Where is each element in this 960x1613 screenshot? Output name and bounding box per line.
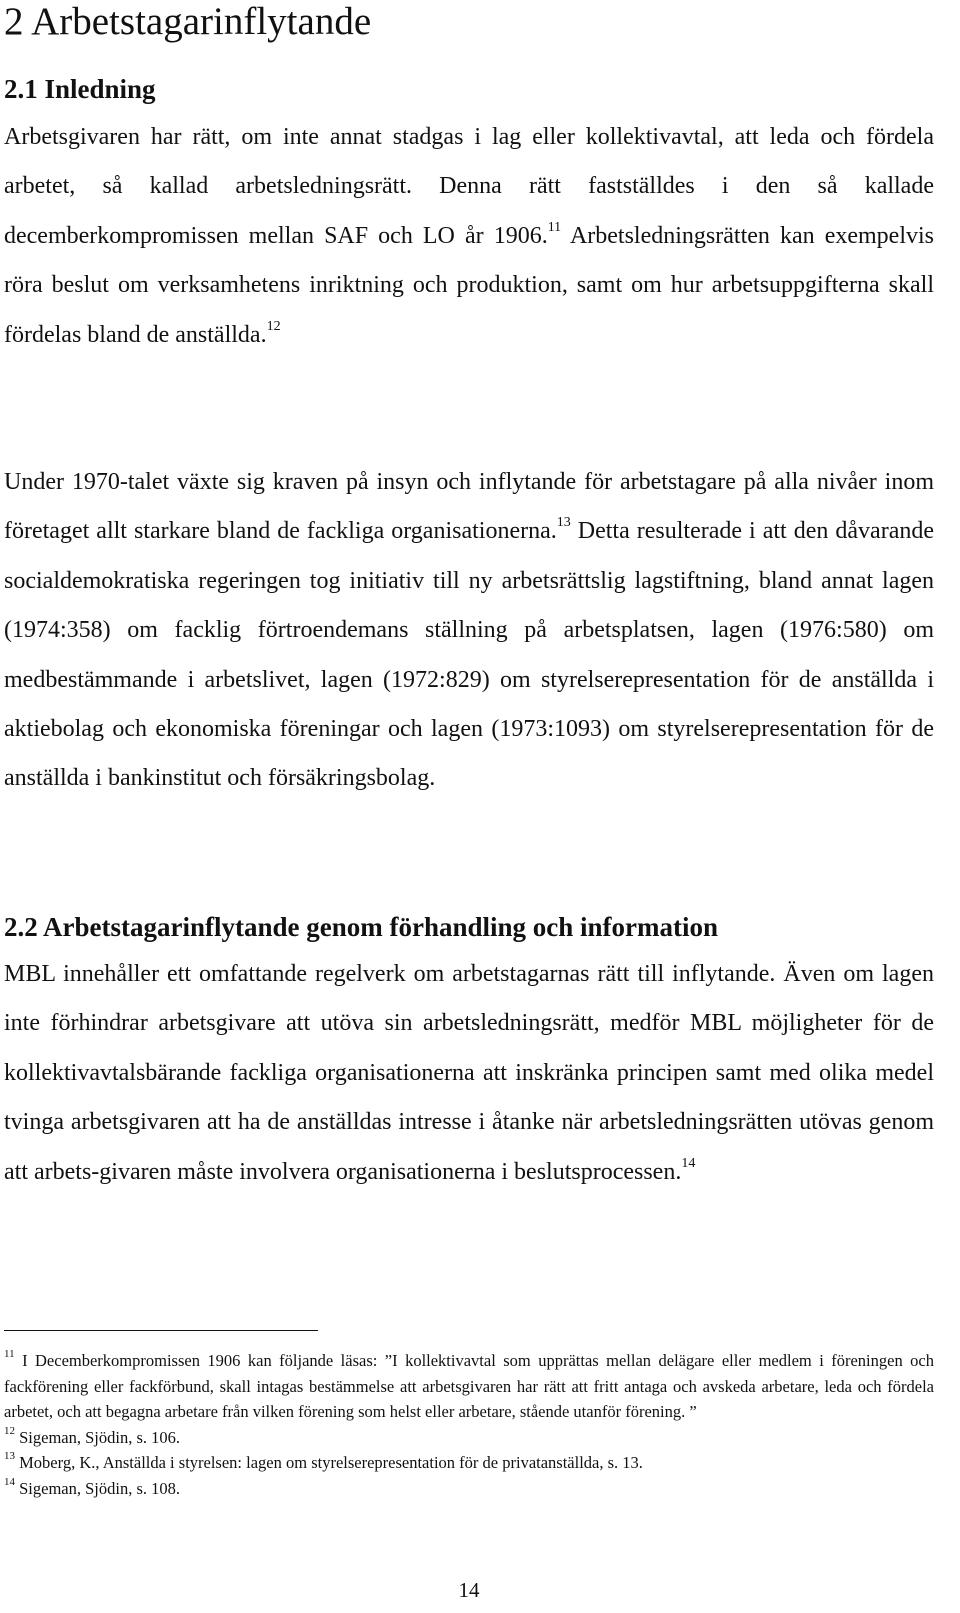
footnote-12 xyxy=(4,1425,934,1451)
footnote-ref-14[interactable]: 14 xyxy=(681,1155,696,1171)
footnote-text: I Decemberkompromissen 1906 kan följande läsas: ”I kollektivavtal som upprättas mellan delägare eller medlem i föreningen och fackförening eller fackförbund, skall intagas bestämmelse att arbetsgivaren har rätt att fritt antaga och avskeda arbetare, leda och fördela arbetet, och att begagna arbetare från vilken förening som helst eller arbetare, stående utanför förening. ” xyxy=(4,1351,934,1422)
footnote-separator xyxy=(4,1330,318,1331)
paragraph-text: Detta resulterade i att den dåvarande socialdemokratiska regeringen tog initiativ till ny arbetsrättslig lagstiftning, bland annat lagen (1974:358) om facklig förtroendemans ställning på arbetsplatsen, lagen (1976:580) om medbestämmande i arbetslivet, lagen (1972:829) om styrelserepresentation för de anställda i aktiebolag och ekonomiska föreningar och lagen (1973:1093) om styrelserepresentation för de anställda i bankinstitut och försäkringsbolag. xyxy=(4,518,934,792)
footnote-text: Sigeman, Sjödin, s. 108. xyxy=(19,1478,181,1498)
footnotes xyxy=(4,1348,934,1502)
footnote-ref-13[interactable]: 13 xyxy=(556,515,571,531)
paragraph-text: Arbetsgivaren har rätt, om inte annat stadgas i lag eller kollektivavtal, att leda och fördela arbetet, så kallad arbetsledningsrätt. Denna rätt fastställdes i den så kallade decemberkompromissen mellan SAF och LO år 1906. xyxy=(4,124,934,249)
section-heading-forhandling: 2.2 Arbetstagarinflytande genom förhandling och information xyxy=(4,912,719,942)
footnote-number: 12 xyxy=(4,1424,15,1437)
chapter-title: 2 Arbetstagarinflytande xyxy=(4,0,372,43)
footnote-number: 11 xyxy=(4,1348,15,1360)
footnote-14 xyxy=(4,1476,934,1502)
footnote-11 xyxy=(4,1348,934,1425)
page-number: 14 xyxy=(458,1578,480,1602)
footnote-text: Moberg, K., Anställda i styrelsen: lagen om styrelserepresentation för de privatanställda, s. 13. xyxy=(19,1453,643,1473)
footnote-13 xyxy=(4,1450,934,1476)
paragraph-arbetsledningsratt xyxy=(4,113,934,360)
paragraph-text: Under 1970-talet växte sig kraven på insyn och inflytande för arbetstagare på alla nivåer inom företaget allt starkare bland de fackliga organisationerna. xyxy=(4,469,934,545)
paragraph-text: Arbetsledningsrätten kan exempelvis röra beslut om verksamhetens inriktning och produktion, samt om hur arbetsuppgifterna skall fördelas bland de anställda. xyxy=(4,222,934,348)
footnote-ref-12[interactable]: 12 xyxy=(266,318,281,334)
footnote-text: Sigeman, Sjödin, s. 106. xyxy=(19,1427,181,1447)
paragraph-1970-talet xyxy=(4,458,934,804)
paragraph-text: MBL innehåller ett omfattande regelverk om arbetstagarnas rätt till inflytande. Även om lagen inte förhindrar arbetsgivare att utöva sin arbetsledningsrätt, medför MBL möjligheter för de kollektivavtalsbärande fackliga organisationerna att inskränka principen samt med olika medel tvinga arbetsgivaren att ha de anställdas intresse i åtanke när arbetsledningsrätten utövas genom att arbets-givaren måste involvera organisationerna i beslutsprocessen. xyxy=(4,961,934,1185)
section-heading-inledning: 2.1 Inledning xyxy=(4,74,156,104)
footnote-number: 14 xyxy=(4,1475,15,1488)
paragraph-mbl xyxy=(4,950,934,1197)
footnote-ref-11[interactable]: 11 xyxy=(547,219,562,235)
footnote-number: 13 xyxy=(4,1450,15,1463)
